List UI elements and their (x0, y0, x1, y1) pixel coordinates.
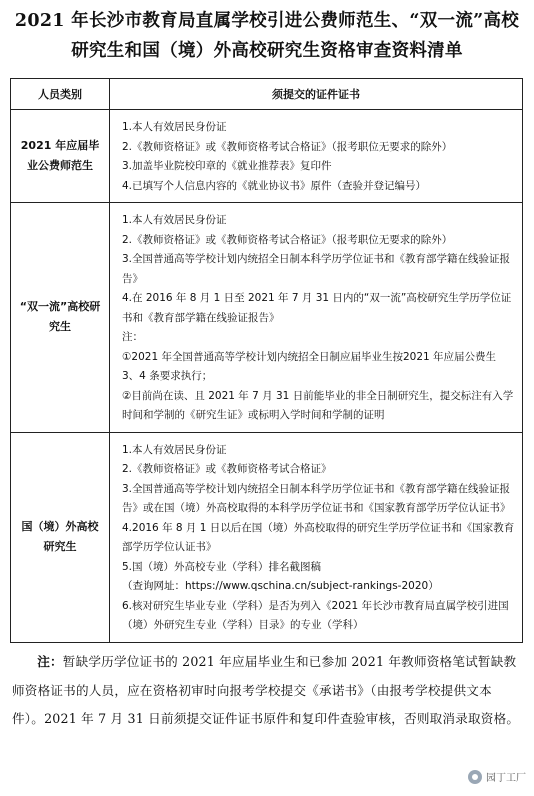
documents-cell (110, 432, 523, 642)
header-documents: 须提交的证件证书 (110, 79, 523, 110)
category-label: 国（境）外高校研究生 (21, 520, 99, 553)
table-row (11, 432, 523, 642)
note-label: 注： (122, 331, 143, 343)
note-item: ②目前尚在读、且 2021 年 7 月 31 日前能毕业的非全日制研究生，提交标注有入学时间和学制的《研究生证》或标明入学时间和学制的证明 (122, 389, 514, 421)
list-item: 4.已填写个人信息内容的《就业协议书》原件（查验并登记编号） (122, 179, 427, 192)
footnote (12, 648, 520, 734)
list-item: 1.本人有效居民身份证 (122, 443, 227, 456)
table-row (11, 203, 523, 433)
footnote-label: 注： (37, 654, 63, 669)
list-item: 6.核对研究生毕业专业（学科）是否为列入《2021 年长沙市教育局直属学校引进国（境）外研究生专业（学科）目录》的专业（学科） (122, 599, 509, 631)
watermark (468, 769, 526, 784)
wechat-account-icon (468, 770, 482, 784)
footnote-text: 暂缺学历学位证书的 2021 年应届毕业生和已参加 2021 年教师资格笔试暂缺教师资格证书的人员，应在资格初审时向报考学校提交《承诺书》（由报考学校提供文本件）。2021 年 7 月 31 日前须提交证件证书原件和复印件查验审核，否则取消录取资格。 (12, 654, 520, 726)
list-item: 3.加盖毕业院校印章的《就业推荐表》复印件 (122, 160, 332, 172)
document-table (10, 78, 523, 643)
list-item: 2.《教师资格证》或《教师资格考试合格证》（报考职位无要求的除外） (122, 233, 453, 246)
list-item: 3.全国普通高等学校计划内统招全日制本科学历学位证书和《教育部学籍在线验证报告》 (122, 253, 511, 285)
table-header-row (11, 79, 523, 110)
category-cell (11, 110, 110, 203)
list-item: 1.本人有效居民身份证 (122, 121, 227, 133)
page-title: 2021 年长沙市教育局直属学校引进公费师范生、“双一流”高校研究生和国（境）外高校研究生资格审查资料清单 (14, 11, 520, 61)
documents-cell (110, 110, 523, 203)
list-item: 5.国（境）外高校专业（学科）排名截图稿 (122, 560, 322, 573)
header-category: 人员类别 (11, 79, 110, 110)
list-item: 1.本人有效居民身份证 (122, 214, 227, 226)
list-item: 2.《教师资格证》或《教师资格考试合格证》（报考职位无要求的除外） (122, 140, 453, 153)
list-item: 3.全国普通高等学校计划内统招全日制本科学历学位证书和《教育部学籍在线验证报告》或在国（境）外高校取得的本科学历学位证书和《国家教育部学历学位认证书》 (122, 482, 511, 514)
note-item: ①2021 年全国普通高等学校计划内统招全日制应届毕业生按2021 年应届公费生 3、4 条要求执行； (122, 350, 497, 382)
list-item: 4.2016 年 8 月 1 日以后在国（境）外高校取得的研究生学历学位证书和《国家教育部学历学位认证书》 (122, 521, 515, 553)
list-item: 2.《教师资格证》或《教师资格考试合格证》 (122, 463, 332, 475)
query-url: （查询网址：https://www.qschina.cn/subject-rankings-2020） (122, 580, 439, 592)
documents-cell (110, 203, 523, 433)
category-label: “双一流”高校研究生 (19, 300, 101, 334)
list-item: 4.在 2016 年 8 月 1 日至 2021 年 7 月 31 日内的“双一流”高校研究生学历学位证书和《教育部学籍在线验证报告》 (122, 292, 512, 324)
category-label: 2021 年应届毕业公费师范生 (20, 139, 100, 172)
category-cell (11, 432, 110, 642)
category-cell (11, 203, 110, 433)
table-row (11, 110, 523, 203)
watermark-text: 园丁工厂 (486, 773, 526, 784)
